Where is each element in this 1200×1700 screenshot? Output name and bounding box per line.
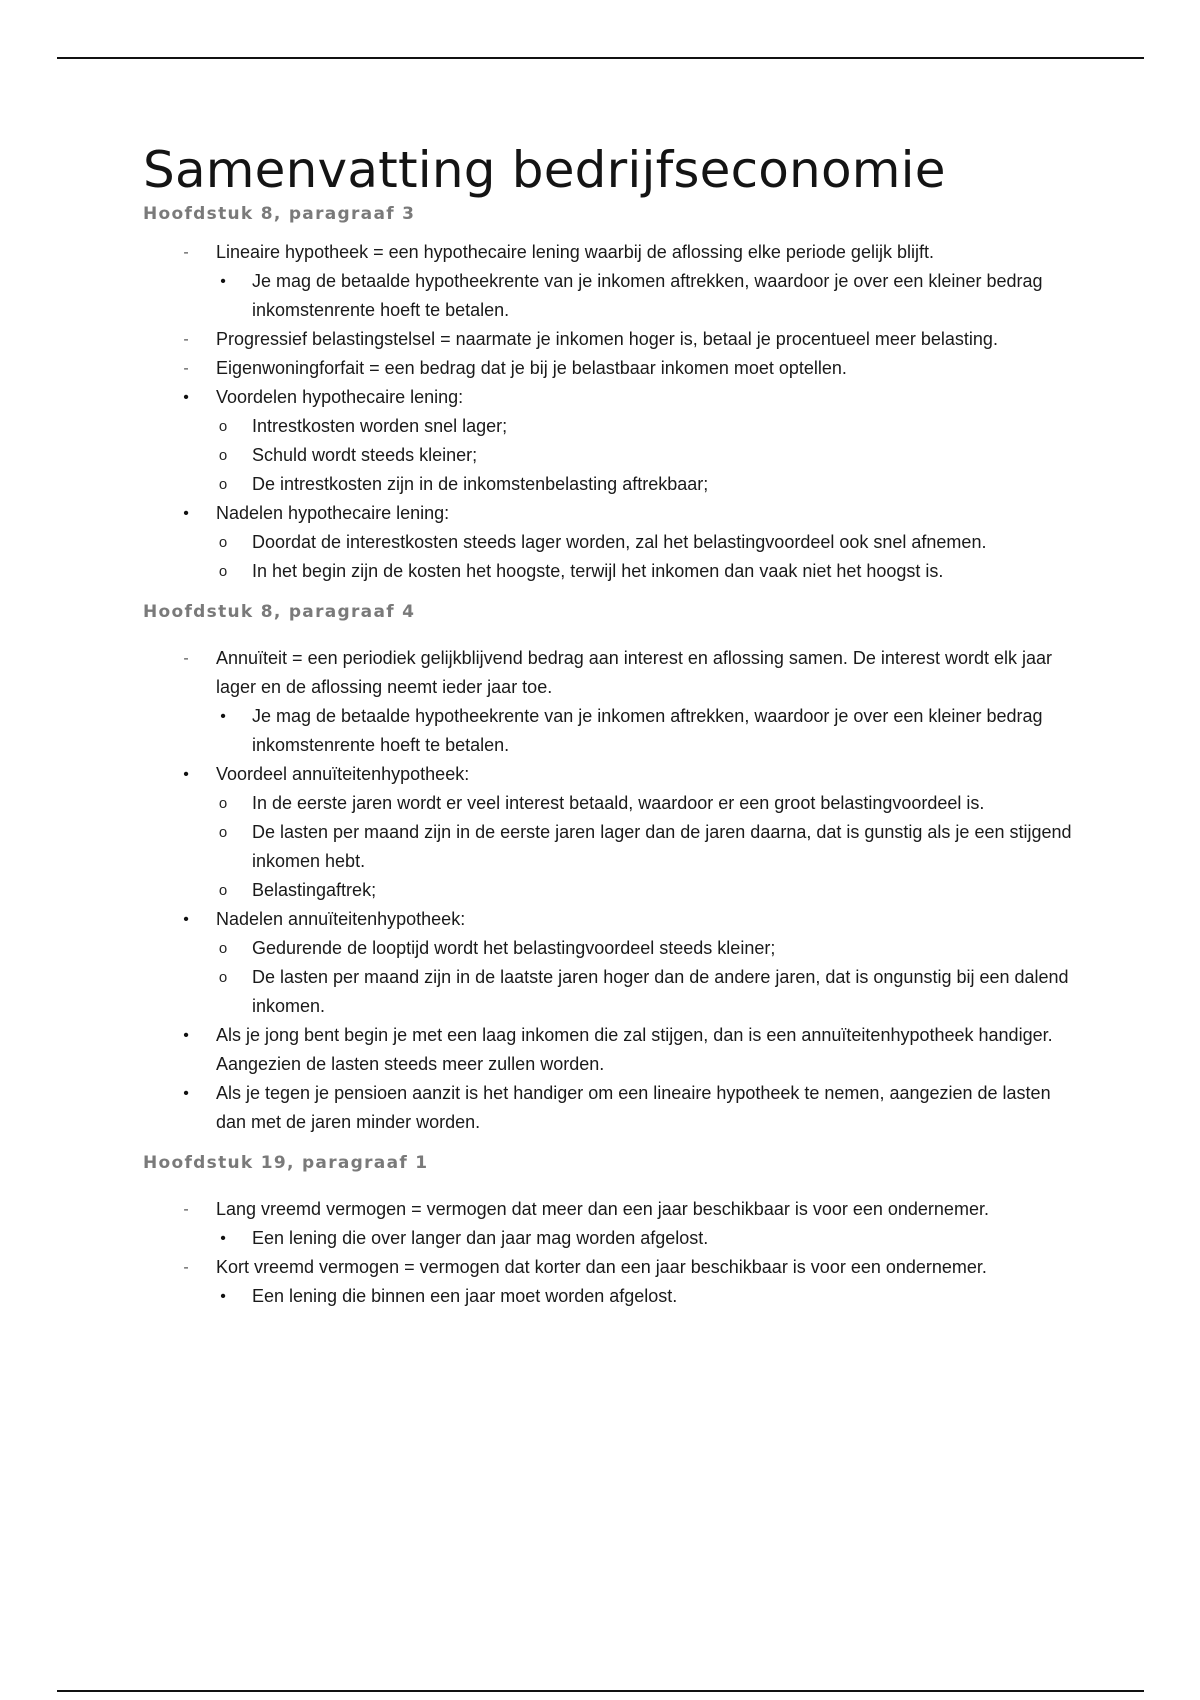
sub-list-item-text: Gedurende de looptijd wordt het belastingvoordeel steeds kleiner;: [252, 938, 776, 958]
list-item-text: Lang vreemd vermogen = vermogen dat meer dan een jaar beschikbaar is voor een ondernemer.: [216, 1199, 989, 1219]
section-heading: Hoofdstuk 8, paragraaf 3: [143, 204, 416, 224]
list-item-text: Annuïteit = een periodiek gelijkblijvend bedrag aan interest en aflossing samen. De interest wordt elk jaar lager en de aflossing neemt ieder jaar toe.: [216, 648, 1052, 697]
dash-bullet-icon: -: [183, 1201, 189, 1218]
sub-list-item: [216, 702, 1083, 760]
sub-list-item-text: Een lening die over langer dan jaar mag worden afgelost.: [252, 1228, 709, 1248]
sub-list-item-text: De intrestkosten zijn in de inkomstenbelasting aftrekbaar;: [252, 474, 709, 494]
sub-list-item: [216, 412, 1083, 441]
bullet-icon: •: [183, 1085, 189, 1102]
list-item-text: Progressief belastingstelsel = naarmate je inkomen hoger is, betaal je procentueel meer belasting.: [216, 329, 998, 349]
sub-list: [216, 934, 1083, 1021]
list-item: [143, 644, 1083, 760]
list-item: [143, 325, 1083, 354]
bullet-icon: •: [220, 1288, 226, 1305]
list-item: [143, 383, 1083, 499]
list-item: [143, 499, 1083, 586]
dash-bullet-icon: -: [183, 244, 189, 261]
sub-list-item-text: Een lening die binnen een jaar moet worden afgelost.: [252, 1286, 678, 1306]
sub-list-item-text: Schuld wordt steeds kleiner;: [252, 445, 478, 465]
dash-bullet-icon: -: [183, 1259, 189, 1276]
circle-bullet-icon: o: [218, 534, 228, 551]
sub-list-item: [216, 1224, 1083, 1253]
section-heading: Hoofdstuk 8, paragraaf 4: [143, 602, 416, 622]
section-list: [143, 1195, 1083, 1311]
document-title: Samenvatting bedrijfseconomie: [143, 141, 946, 199]
list-item-text: Als je jong bent begin je met een laag inkomen die zal stijgen, dan is een annuïteitenhypotheek handiger. Aangezien de lasten steeds meer zullen worden.: [216, 1025, 1053, 1074]
list-item-text: Als je tegen je pensioen aanzit is het handiger om een lineaire hypotheek te nemen, aangezien de lasten dan met de jaren minder worden.: [216, 1083, 1051, 1132]
circle-bullet-icon: o: [218, 476, 228, 493]
sub-list: [216, 528, 1083, 586]
sub-list-item-text: De lasten per maand zijn in de eerste jaren lager dan de jaren daarna, dat is gunstig als je een stijgend inkomen hebt.: [252, 822, 1072, 871]
list-item: [143, 905, 1083, 1021]
bullet-icon: •: [220, 273, 226, 290]
sub-list-item-text: Belastingaftrek;: [252, 880, 377, 900]
list-item: [143, 1079, 1083, 1137]
sub-list-item: [216, 934, 1083, 963]
top-rule: [57, 57, 1144, 59]
document-body: [143, 140, 1083, 1311]
sub-list-item-text: Je mag de betaalde hypotheekrente van je inkomen aftrekken, waardoor je over een kleiner bedrag inkomstenrente hoeft te betalen.: [252, 706, 1043, 755]
sub-list: [216, 1282, 1083, 1311]
sub-list: [216, 412, 1083, 499]
sub-list-item: [216, 876, 1083, 905]
sub-list-item: [216, 1282, 1083, 1311]
list-item: [143, 354, 1083, 383]
sub-list: [216, 267, 1083, 325]
bullet-icon: •: [220, 1230, 226, 1247]
bullet-icon: •: [183, 911, 189, 928]
sub-list: [216, 789, 1083, 905]
circle-bullet-icon: o: [218, 940, 228, 957]
sub-list-item-text: In het begin zijn de kosten het hoogste, terwijl het inkomen dan vaak niet het hoogst is.: [252, 561, 944, 581]
list-item: [143, 1195, 1083, 1253]
bullet-icon: •: [183, 505, 189, 522]
sub-list-item: [216, 441, 1083, 470]
sub-list-item-text: Intrestkosten worden snel lager;: [252, 416, 508, 436]
dash-bullet-icon: -: [183, 331, 189, 348]
sub-list: [216, 1224, 1083, 1253]
circle-bullet-icon: o: [218, 418, 228, 435]
bullet-icon: •: [183, 389, 189, 406]
circle-bullet-icon: o: [218, 563, 228, 580]
list-item-text: Eigenwoningforfait = een bedrag dat je bij je belastbaar inkomen moet optellen.: [216, 358, 847, 378]
sections-container: [143, 202, 1083, 1311]
list-item: [143, 1253, 1083, 1311]
sub-list-item-text: Doordat de interestkosten steeds lager worden, zal het belastingvoordeel ook snel afnemen.: [252, 532, 987, 552]
circle-bullet-icon: o: [218, 795, 228, 812]
list-item-text: Nadelen annuïteitenhypotheek:: [216, 909, 466, 929]
sub-list-item: [216, 528, 1083, 557]
sub-list-item: [216, 963, 1083, 1021]
circle-bullet-icon: o: [218, 824, 228, 841]
circle-bullet-icon: o: [218, 882, 228, 899]
list-item-text: Kort vreemd vermogen = vermogen dat korter dan een jaar beschikbaar is voor een ondernemer.: [216, 1257, 987, 1277]
bottom-rule: [57, 1690, 1144, 1692]
bullet-icon: •: [220, 708, 226, 725]
dash-bullet-icon: -: [183, 360, 189, 377]
sub-list-item-text: Je mag de betaalde hypotheekrente van je inkomen aftrekken, waardoor je over een kleiner bedrag inkomstenrente hoeft te betalen.: [252, 271, 1043, 320]
sub-list: [216, 702, 1083, 760]
section-list: [143, 644, 1083, 1137]
list-item: [143, 760, 1083, 905]
sub-list-item: [216, 557, 1083, 586]
bullet-icon: •: [183, 1027, 189, 1044]
sub-list-item: [216, 818, 1083, 876]
list-item-text: Nadelen hypothecaire lening:: [216, 503, 450, 523]
list-item-text: Lineaire hypotheek = een hypothecaire lening waarbij de aflossing elke periode gelijk blijft.: [216, 242, 934, 262]
bullet-icon: •: [183, 766, 189, 783]
list-item: [143, 238, 1083, 325]
list-item: [143, 1021, 1083, 1079]
sub-list-item-text: De lasten per maand zijn in de laatste jaren hoger dan de andere jaren, dat is ongunstig bij een dalend inkomen.: [252, 967, 1069, 1016]
sub-list-item: [216, 470, 1083, 499]
circle-bullet-icon: o: [218, 447, 228, 464]
circle-bullet-icon: o: [218, 969, 228, 986]
section-list: [143, 238, 1083, 586]
section-heading: Hoofdstuk 19, paragraaf 1: [143, 1153, 429, 1173]
list-item-text: Voordelen hypothecaire lening:: [216, 387, 464, 407]
sub-list-item: [216, 789, 1083, 818]
list-item-text: Voordeel annuïteitenhypotheek:: [216, 764, 470, 784]
sub-list-item-text: In de eerste jaren wordt er veel interest betaald, waardoor er een groot belastingvoordeel is.: [252, 793, 985, 813]
dash-bullet-icon: -: [183, 650, 189, 667]
sub-list-item: [216, 267, 1083, 325]
